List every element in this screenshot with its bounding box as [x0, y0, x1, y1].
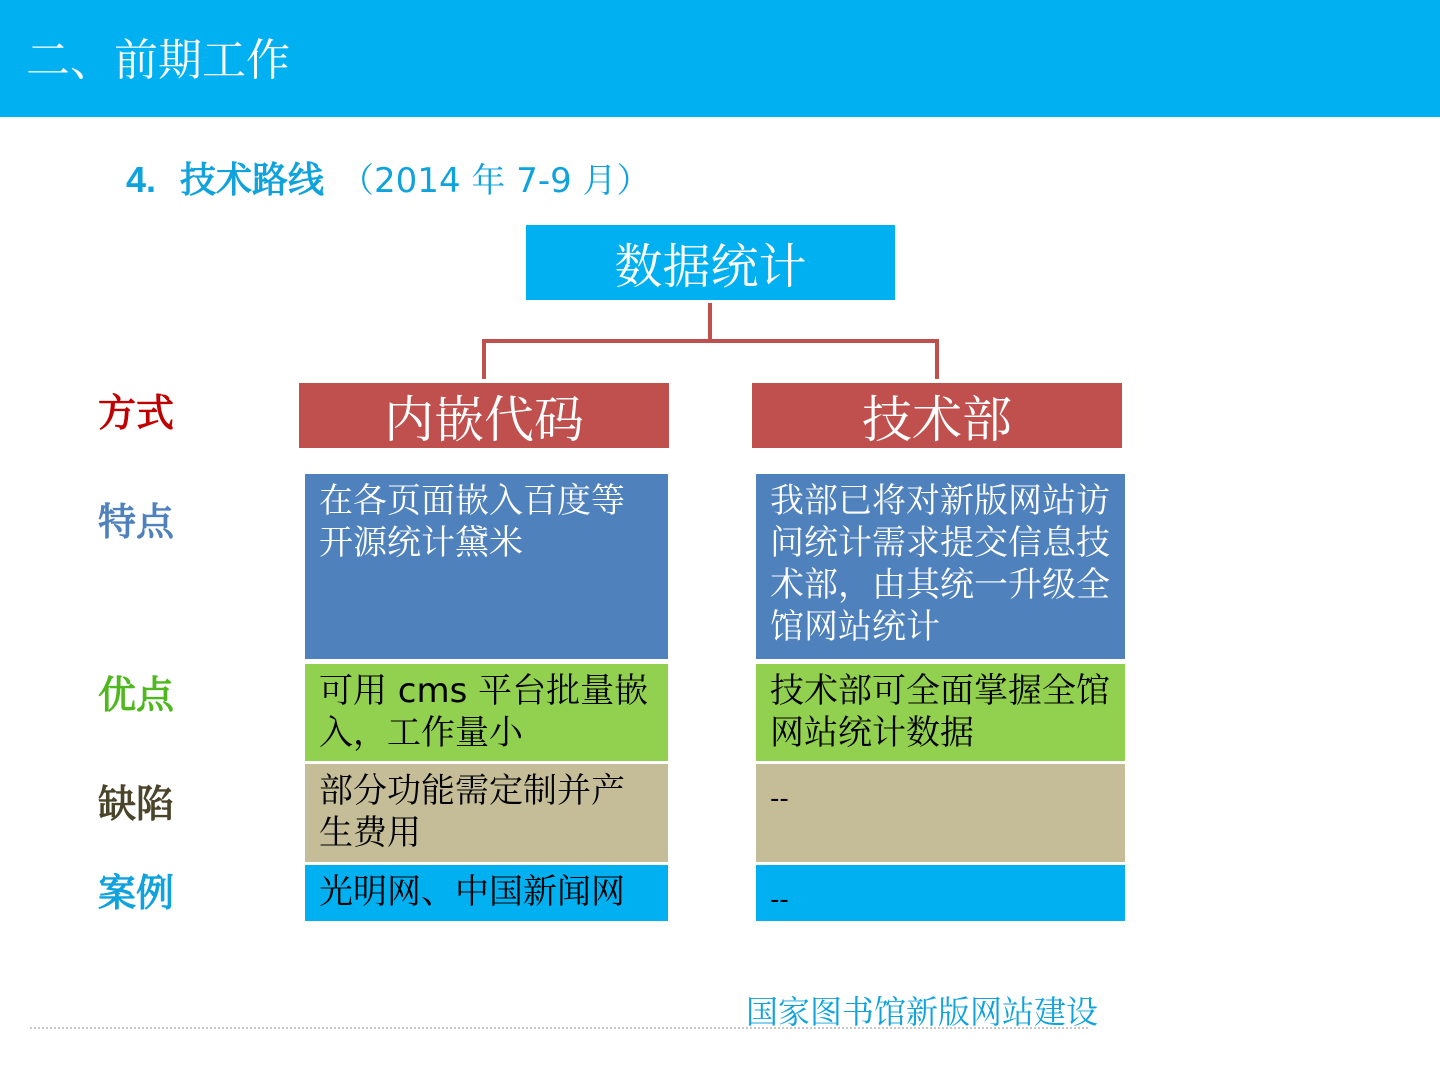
- defect-cell-tech-dept: --: [756, 764, 1125, 862]
- row-label-defect: 缺陷: [98, 782, 175, 826]
- feature-cell-tech-dept: 我部已将对新版网站访问统计需求提交信息技术部，由其统一升级全馆网站统计: [756, 474, 1125, 659]
- case-cell-embed-code: 光明网、中国新闻网: [305, 865, 668, 921]
- root-node-label: 数据统计: [614, 239, 807, 295]
- section-topic: 技术路线: [180, 160, 325, 201]
- row-label-case: 案例: [98, 871, 175, 915]
- section-period: （2014 年 7-9 月）: [340, 161, 651, 201]
- method-node-embed-code: [299, 383, 669, 448]
- footer-text: 国家图书馆新版网站建设: [746, 993, 1099, 1031]
- row-label-feature: 特点: [98, 500, 175, 544]
- page-title: 二、前期工作: [26, 35, 290, 86]
- row-label-method: 方式: [98, 391, 175, 435]
- method-node-label: 技术部: [862, 390, 1012, 449]
- row-label-advantage: 优点: [98, 673, 175, 717]
- case-cell-tech-dept: --: [756, 865, 1125, 921]
- defect-cell-embed-code: 部分功能需定制并产生费用: [305, 764, 668, 862]
- feature-cell-embed-code: 在各页面嵌入百度等开源统计黛米: [305, 474, 668, 659]
- section-number: 4.: [126, 159, 157, 200]
- advantage-cell-embed-code: 可用 cms 平台批量嵌入，工作量小: [305, 664, 668, 761]
- method-node-label: 内嵌代码: [384, 390, 584, 449]
- footer-divider: [30, 1027, 1088, 1029]
- connector-branch: [484, 341, 937, 379]
- advantage-cell-tech-dept: 技术部可全面掌握全馆网站统计数据: [756, 664, 1125, 761]
- method-node-tech-dept: [752, 383, 1122, 448]
